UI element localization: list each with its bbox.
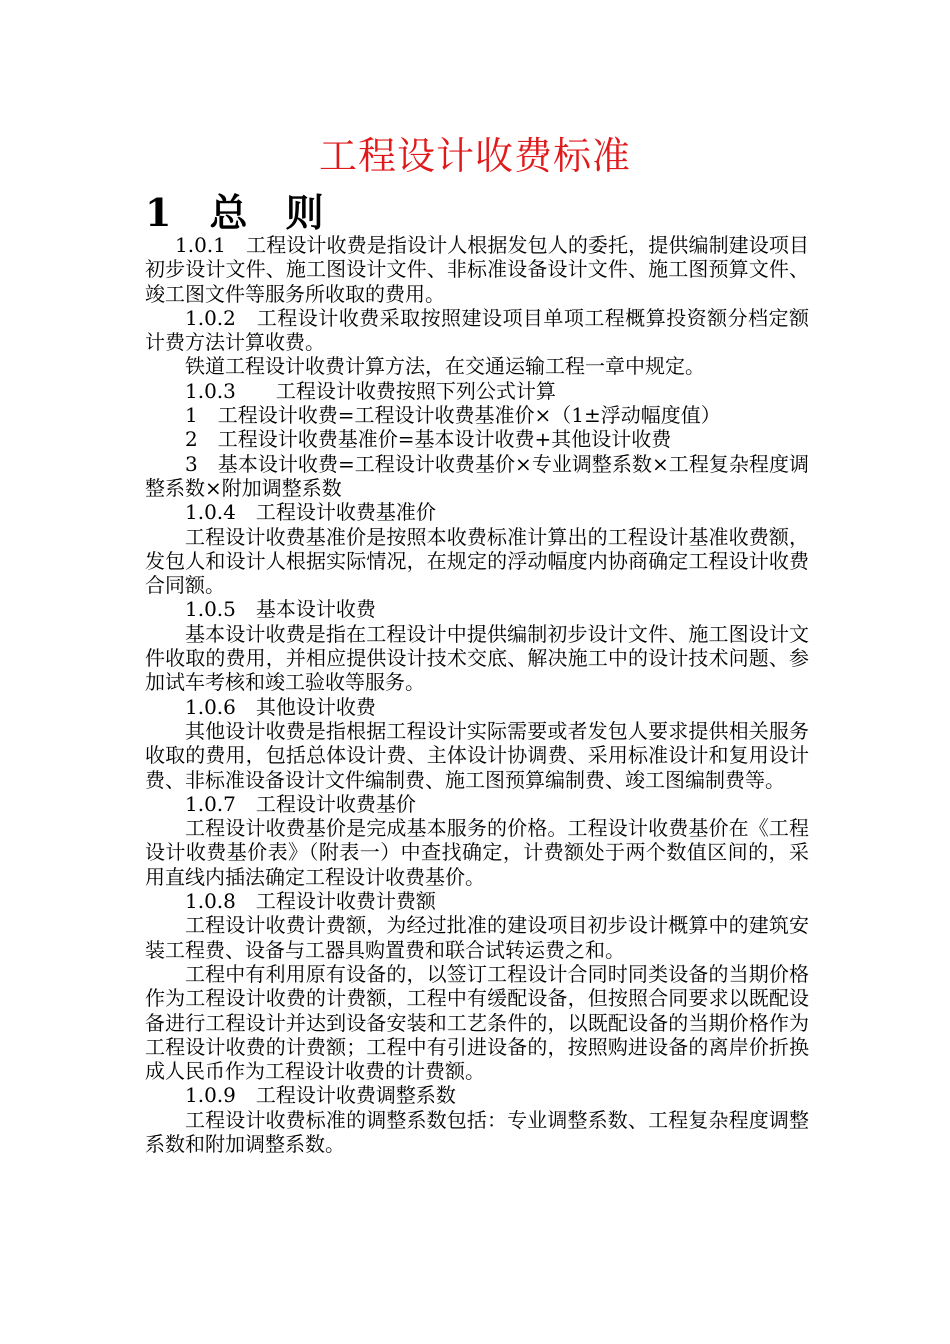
document-body bbox=[145, 233, 809, 1156]
section-1-0-8-text: 工程设计收费计费额，为经过批准的建设项目初步设计概算中的建筑安装工程费、设备与工器具购置费和联合试转运费之和。 bbox=[145, 913, 809, 962]
document-title: 工程设计收费标准 bbox=[318, 134, 631, 178]
formula-3: 3 基本设计收费=工程设计收费基价×专业调整系数×工程复杂程度调整系数×附加调整系数 bbox=[145, 451, 809, 500]
section-1-0-8-text-2: 工程中有利用原有设备的，以签订工程设计合同时同类设备的当期价格作为工程设计收费的计费额，工程中有缓配设备，但按照合同要求以既配设备进行工程设计并达到设备安装和工艺条件的，以既配设备的当期价格作为工程设计收费的计费额；工程中有引进设备的，按照购进设备的离岸价折换成人民币作为工程设计收费的计费额。 bbox=[145, 961, 809, 1084]
section-1-0-4-heading: 1.0.4 工程设计收费基准价 bbox=[185, 500, 436, 525]
section-1-0-5-heading: 1.0.5 基本设计收费 bbox=[185, 597, 376, 622]
paragraph-1-0-1: 1.0.1 工程设计收费是指设计人根据发包人的委托，提供编制建设项目初步设计文件、施工图设计文件、非标准设备设计文件、施工图预算文件、竣工图文件等服务所收取的费用。 bbox=[145, 233, 809, 306]
section-1-0-9-heading: 1.0.9 工程设计收费调整系数 bbox=[185, 1083, 456, 1108]
chapter-heading: 1 总 则 bbox=[145, 190, 324, 235]
section-1-0-7-heading: 1.0.7 工程设计收费基价 bbox=[185, 791, 416, 816]
paragraph-1-0-2: 1.0.2 工程设计收费采取按照建设项目单项工程概算投资额分档定额计费方法计算收费。 bbox=[145, 305, 809, 355]
section-1-0-5-text: 基本设计收费是指在工程设计中提供编制初步设计文件、施工图设计文件收取的费用，并相应提供设计技术交底、解决施工中的设计技术问题、参加试车考核和竣工验收等服务。 bbox=[145, 621, 809, 695]
section-1-0-8-heading: 1.0.8 工程设计收费计费额 bbox=[185, 889, 436, 914]
formula-2: 2 工程设计收费基准价=基本设计收费+其他设计收费 bbox=[185, 427, 672, 452]
section-1-0-9-text: 工程设计收费标准的调整系数包括：专业调整系数、工程复杂程度调整系数和附加调整系数。 bbox=[145, 1107, 809, 1156]
section-1-0-7-text: 工程设计收费基价是完成基本服务的价格。工程设计收费基价在《工程设计收费基价表》（附表一）中查找确定，计费额处于两个数值区间的，采用直线内插法确定工程设计收费基价。 bbox=[145, 816, 809, 889]
section-1-0-4-text: 工程设计收费基准价是按照本收费标准计算出的工程设计基准收费额，发包人和设计人根据实际情况，在规定的浮动幅度内协商确定工程设计收费合同额。 bbox=[145, 524, 809, 598]
formula-1: 1 工程设计收费=工程设计收费基准价×（1±浮动幅度值） bbox=[185, 403, 721, 428]
paragraph-railway-note: 铁道工程设计收费计算方法，在交通运输工程一章中规定。 bbox=[185, 354, 705, 379]
section-1-0-6-heading: 1.0.6 其他设计收费 bbox=[185, 694, 376, 719]
paragraph-1-0-3: 1.0.3 工程设计收费按照下列公式计算 bbox=[185, 378, 556, 403]
section-1-0-6-text: 其他设计收费是指根据工程设计实际需要或者发包人要求提供相关服务收取的费用，包括总体设计费、主体设计协调费、采用标准设计和复用设计费、非标准设备设计文件编制费、施工图预算编制费、竣工图编制费等。 bbox=[145, 718, 809, 792]
